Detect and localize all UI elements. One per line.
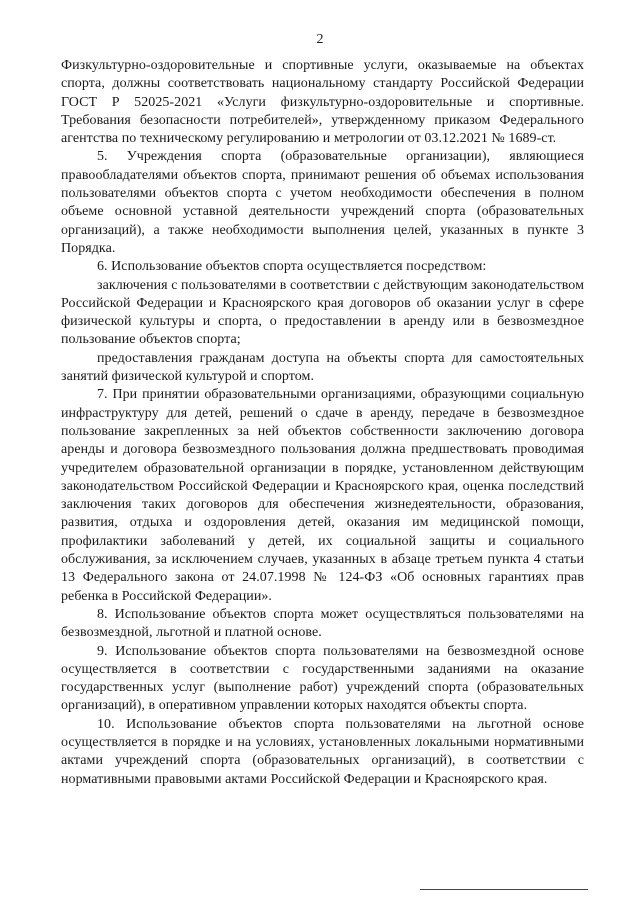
footer-divider bbox=[420, 889, 588, 890]
paragraph-services-standard: Физкультурно-оздоровительные и спортивные услуги, оказываемые на объектах спорта, должны соответствовать национальному стандарту Российской Федерации ГОСТ Р 52025-2021 «Услуги физкультурно-оздоровительные и спортивные. Требования безопасности потребителей», утвержденному приказом Федерального агентства по техническому регулированию и метрологии от 03.12.2021 № 1689-ст. bbox=[61, 58, 584, 147]
paragraph-item-8: 8. Использование объектов спорта может осуществляться пользователями на безвозмездной, льготной и платной основе. bbox=[61, 606, 584, 641]
paragraph-item-6: 6. Использование объектов спорта осуществляется посредством: bbox=[97, 259, 487, 275]
paragraph-item-7: 7. При принятии образовательными организациями, образующими социальную инфраструктуру для детей, решений о сдаче в аренду, передаче в безвозмездное пользование закрепленных за ней объектов собственности заключению договора аренды и договора безвозмездного пользования должна предшествовать проводимая учредителем образовательной организации в порядке, установленном действующим законодательством Российской Федерации и Красноярского края, оценка последствий заключения таких договоров для обеспечения жизнедеятельности, образования, развития, отдыха и оздоровления детей, оказания им медицинской помощи, профилактики заболеваний у детей, их социальной защиты и социального обслуживания, за исключением случаев, указанных в абзаце третьем пункта 4 статьи 13 Федерального закона от 24.07.1998 № 124-ФЗ «Об основных гарантиях прав ребенка в Российской Федерации». bbox=[61, 387, 584, 604]
paragraph-item-9: 9. Использование объектов спорта пользователями на безвозмездной основе осуществляется в соответствии с государственными заданиями на оказание государственных услуг (выполнение работ) учреждений спорта (образовательных организаций), в оперативном управлении которых находятся объекты спорта. bbox=[61, 643, 584, 714]
page-number: 2 bbox=[316, 32, 324, 47]
paragraph-item-6-contracts: заключения с пользователями в соответствии с действующим законодательством Российской Федерации и Красноярского края договоров об оказании услуг в сфере физической культуры и спорта, о предоставлении в аренду или в безвозмездное пользование объектов спорта; bbox=[61, 277, 584, 348]
document-body bbox=[61, 57, 584, 789]
paragraph-item-5: 5. Учреждения спорта (образовательные организации), являющиеся правообладателями объектов спорта, принимают решения об объемах использования пользователями объектов спорта с учетом необходимости обеспечения в полном объеме основной уставной деятельности учреждений спорта (образовательных организаций), а также необходимости выполнения целей, указанных в пункте 3 Порядка. bbox=[61, 149, 584, 256]
paragraph-item-10: 10. Использование объектов спорта пользователями на льготной основе осуществляется в порядке и на условиях, установленных локальными нормативными актами учреждений спорта (образовательных организаций), в соответствии с нормативными правовыми актами Российской Федерации и Красноярского края. bbox=[61, 716, 584, 787]
paragraph-item-6-access: предоставления гражданам доступа на объекты спорта для самостоятельных занятий физической культурой и спортом. bbox=[61, 350, 584, 385]
